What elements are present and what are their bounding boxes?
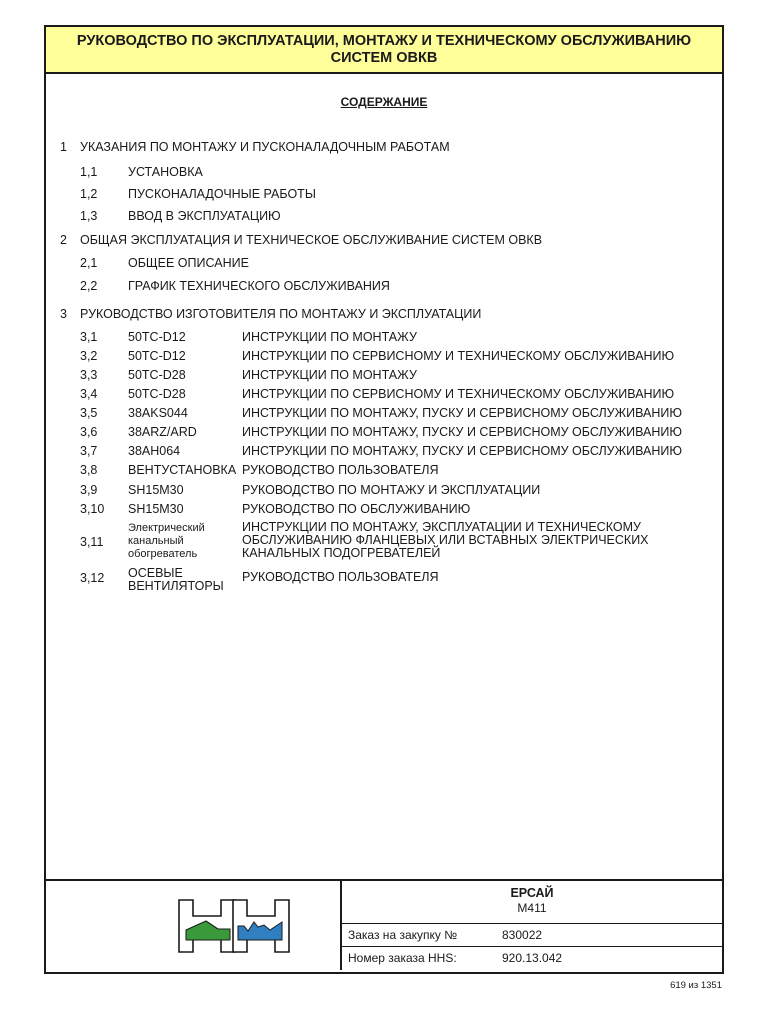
info-cell	[342, 881, 722, 970]
item-title: ГРАФИК ТЕХНИЧЕСКОГО ОБСЛУЖИВАНИЯ	[128, 279, 390, 293]
item-number: 2,1	[80, 256, 98, 270]
logo-cell	[46, 881, 342, 970]
item-description: ИНСТРУКЦИИ ПО МОНТАЖУ	[242, 330, 417, 344]
document-header	[46, 27, 722, 74]
toc-item	[46, 567, 722, 595]
item-number: 1,3	[80, 209, 98, 223]
item-model-code: 50TC-D28	[128, 387, 186, 401]
section-title: РУКОВОДСТВО ИЗГОТОВИТЕЛЯ ПО МОНТАЖУ И ЭКСПЛУАТАЦИИ	[80, 307, 482, 321]
item-number: 2,2	[80, 279, 98, 293]
hhs-logo-icon	[178, 899, 290, 953]
purchase-order-value: 830022	[502, 928, 543, 942]
hhs-order-value: 920.13.042	[502, 951, 563, 965]
header-line-1: РУКОВОДСТВО ПО ЭКСПЛУАТАЦИИ, МОНТАЖУ И ТЕХНИЧЕСКОМУ ОБСЛУЖИВАНИЮ	[76, 32, 692, 49]
item-number: 3,1	[80, 330, 98, 344]
item-number: 1,2	[80, 187, 98, 201]
item-description: РУКОВОДСТВО ПО ОБСЛУЖИВАНИЮ	[242, 502, 471, 516]
item-model-code: Электрический канальный обогреватель	[128, 522, 205, 560]
item-title: ВВОД В ЭКСПЛУАТАЦИЮ	[128, 209, 281, 223]
item-model-code: 38AKS044	[128, 406, 188, 420]
purchase-order-label: Заказ на закупку №	[348, 928, 458, 942]
item-number: 3,11	[80, 535, 104, 549]
item-description: ИНСТРУКЦИИ ПО СЕРВИСНОМУ И ТЕХНИЧЕСКОМУ ОБСЛУЖИВАНИЮ	[242, 349, 675, 363]
item-description: ИНСТРУКЦИИ ПО МОНТАЖУ	[242, 368, 417, 382]
item-description: ИНСТРУКЦИИ ПО СЕРВИСНОМУ И ТЕХНИЧЕСКОМУ ОБСЛУЖИВАНИЮ	[242, 387, 675, 401]
section-number: 3	[60, 307, 67, 321]
item-description: ИНСТРУКЦИИ ПО МОНТАЖУ, ЭКСПЛУАТАЦИИ И ТЕХНИЧЕСКОМУ ОБСЛУЖИВАНИЮ ФЛАНЦЕВЫХ ИЛИ ВСТАВНЫХ ЭЛЕКТРИЧЕСКИХ КАНАЛЬНЫХ ПОДОГРЕВАТЕЛЕЙ	[242, 520, 649, 560]
toc-item	[46, 521, 722, 563]
page-number: 619 из 1351	[670, 980, 722, 991]
project-code: M411	[517, 901, 547, 915]
item-title: ПУСКОНАЛАДОЧНЫЕ РАБОТЫ	[128, 187, 316, 201]
item-model-code: SH15M30	[128, 483, 184, 497]
item-number: 3,10	[80, 502, 105, 516]
section-title: ОБЩАЯ ЭКСПЛУАТАЦИЯ И ТЕХНИЧЕСКОЕ ОБСЛУЖИВАНИЕ СИСТЕМ ОВКВ	[80, 233, 543, 247]
section-title: УКАЗАНИЯ ПО МОНТАЖУ И ПУСКОНАЛАДОЧНЫМ РАБОТАМ	[80, 140, 450, 154]
hhs-order-row	[342, 947, 722, 969]
item-number: 1,1	[80, 165, 98, 179]
item-model-code: SH15M30	[128, 502, 184, 516]
document-frame	[44, 25, 724, 974]
item-number: 3,9	[80, 483, 98, 497]
item-number: 3,3	[80, 368, 98, 382]
item-model-code: 50TC-D12	[128, 330, 186, 344]
item-model-code: 38ARZ/ARD	[128, 425, 197, 439]
section-number: 2	[60, 233, 67, 247]
title-block	[46, 879, 722, 972]
section-number: 1	[60, 140, 67, 154]
item-description: РУКОВОДСТВО ПО МОНТАЖУ И ЭКСПЛУАТАЦИИ	[242, 483, 541, 497]
item-description: ИНСТРУКЦИИ ПО МОНТАЖУ, ПУСКУ И СЕРВИСНОМУ ОБСЛУЖИВАНИЮ	[242, 406, 683, 420]
item-number: 3,6	[80, 425, 98, 439]
item-description: ИНСТРУКЦИИ ПО МОНТАЖУ, ПУСКУ И СЕРВИСНОМУ ОБСЛУЖИВАНИЮ	[242, 425, 683, 439]
project-block	[342, 881, 722, 924]
item-title: ОБЩЕЕ ОПИСАНИЕ	[128, 256, 249, 270]
item-title: УСТАНОВКА	[128, 165, 203, 179]
item-number: 3,8	[80, 463, 98, 477]
item-model-code: ВЕНТУСТАНОВКА	[128, 463, 237, 477]
item-description: РУКОВОДСТВО ПОЛЬЗОВАТЕЛЯ	[242, 570, 439, 584]
item-description: РУКОВОДСТВО ПОЛЬЗОВАТЕЛЯ	[242, 463, 439, 477]
item-number: 3,2	[80, 349, 98, 363]
item-number: 3,5	[80, 406, 98, 420]
item-model-code: 50TC-D28	[128, 368, 186, 382]
project-name: ЕРСАЙ	[510, 886, 554, 900]
item-number: 3,12	[80, 571, 105, 585]
item-model-code: ОСЕВЫЕ ВЕНТИЛЯТОРЫ	[128, 566, 224, 593]
item-model-code: 38AH064	[128, 444, 181, 458]
toc-title: СОДЕРЖАНИЕ	[340, 95, 428, 109]
purchase-order-row	[342, 924, 722, 947]
item-description: ИНСТРУКЦИИ ПО МОНТАЖУ, ПУСКУ И СЕРВИСНОМУ ОБСЛУЖИВАНИЮ	[242, 444, 683, 458]
item-number: 3,4	[80, 387, 98, 401]
header-line-2: СИСТЕМ ОВКВ	[330, 49, 438, 66]
item-number: 3,7	[80, 444, 98, 458]
item-model-code: 50TC-D12	[128, 349, 186, 363]
hhs-order-label: Номер заказа HHS:	[348, 951, 457, 965]
